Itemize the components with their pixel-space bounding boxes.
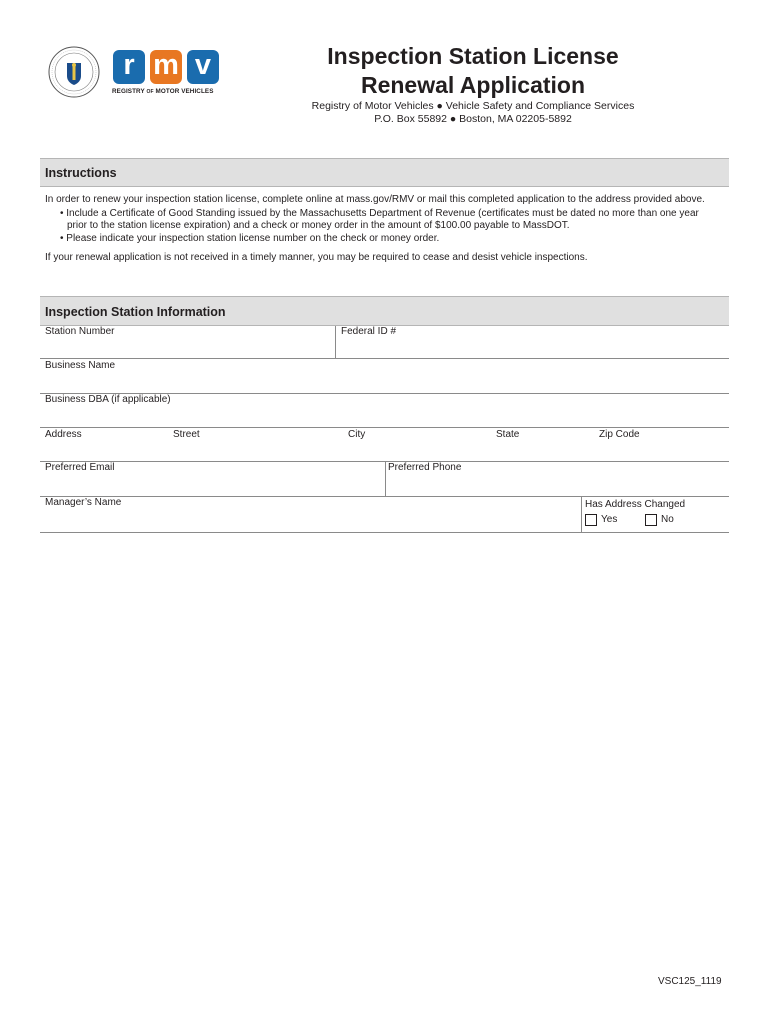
state-label: State [496,429,520,440]
yes-checkbox[interactable] [585,514,597,526]
business-dba-field[interactable] [40,394,729,427]
divider [581,497,582,532]
business-dba-label: Business DBA (if applicable) [45,394,171,405]
street-label: Street [173,429,200,440]
city-label: City [348,429,366,440]
business-name-field[interactable] [40,359,729,393]
preferred-phone-label: Preferred Phone [388,462,462,473]
federal-id-label: Federal ID # [341,326,397,337]
station-info-heading: Inspection Station Information [40,296,729,326]
federal-id-field[interactable] [336,326,729,359]
managers-name-field[interactable] [40,497,581,532]
instructions-bullet-1-cont: prior to the station license expiration) and a check or money order in the amount of $100.00 payable to MassDOT. [67,220,570,231]
address-field[interactable] [40,428,729,462]
managers-name-label: Manager’s Name [45,497,122,508]
rmv-logo-m: m [150,50,182,84]
no-checkbox[interactable] [645,514,657,526]
divider [40,532,729,533]
form-code: VSC125_1119 [658,976,722,987]
preferred-phone-field[interactable] [386,462,729,496]
page-title: Inspection Station License Renewal Application [327,43,619,98]
rmv-logo-subtitle: REGISTRY OF MOTOR VEHICLES [112,88,214,95]
preferred-email-field[interactable] [40,462,385,496]
instructions-bullet-1: • Include a Certificate of Good Standing issued by the Massachusetts Department of Revenue (certificates must be dated no more than one year [60,208,699,219]
yes-label: Yes [601,514,618,525]
address-line-1: Registry of Motor Vehicles ● Vehicle Safety and Compliance Services [311,100,635,112]
rmv-logo-r: r [113,50,145,84]
instructions-warning: If your renewal application is not received in a timely manner, you may be required to cease and desist vehicle inspections. [45,252,588,263]
massachusetts-seal-icon [48,46,100,98]
zip-code-label: Zip Code [599,429,640,440]
instructions-heading: Instructions [40,158,729,187]
address-label: Address [45,429,82,440]
no-label: No [661,514,674,525]
instructions-intro: In order to renew your inspection station license, complete online at mass.gov/RMV or mail this completed application to the address provided above. [45,194,705,205]
station-number-label: Station Number [45,326,115,337]
preferred-email-label: Preferred Email [45,462,115,473]
address-line-2: P.O. Box 55892 ● Boston, MA 02205-5892 [374,113,572,125]
address-changed-label: Has Address Changed [585,499,686,510]
business-name-label: Business Name [45,360,116,371]
station-number-field[interactable] [40,326,336,359]
rmv-logo-v: v [187,50,219,84]
instructions-bullet-2: • Please indicate your inspection station license number on the check or money order. [60,233,440,244]
